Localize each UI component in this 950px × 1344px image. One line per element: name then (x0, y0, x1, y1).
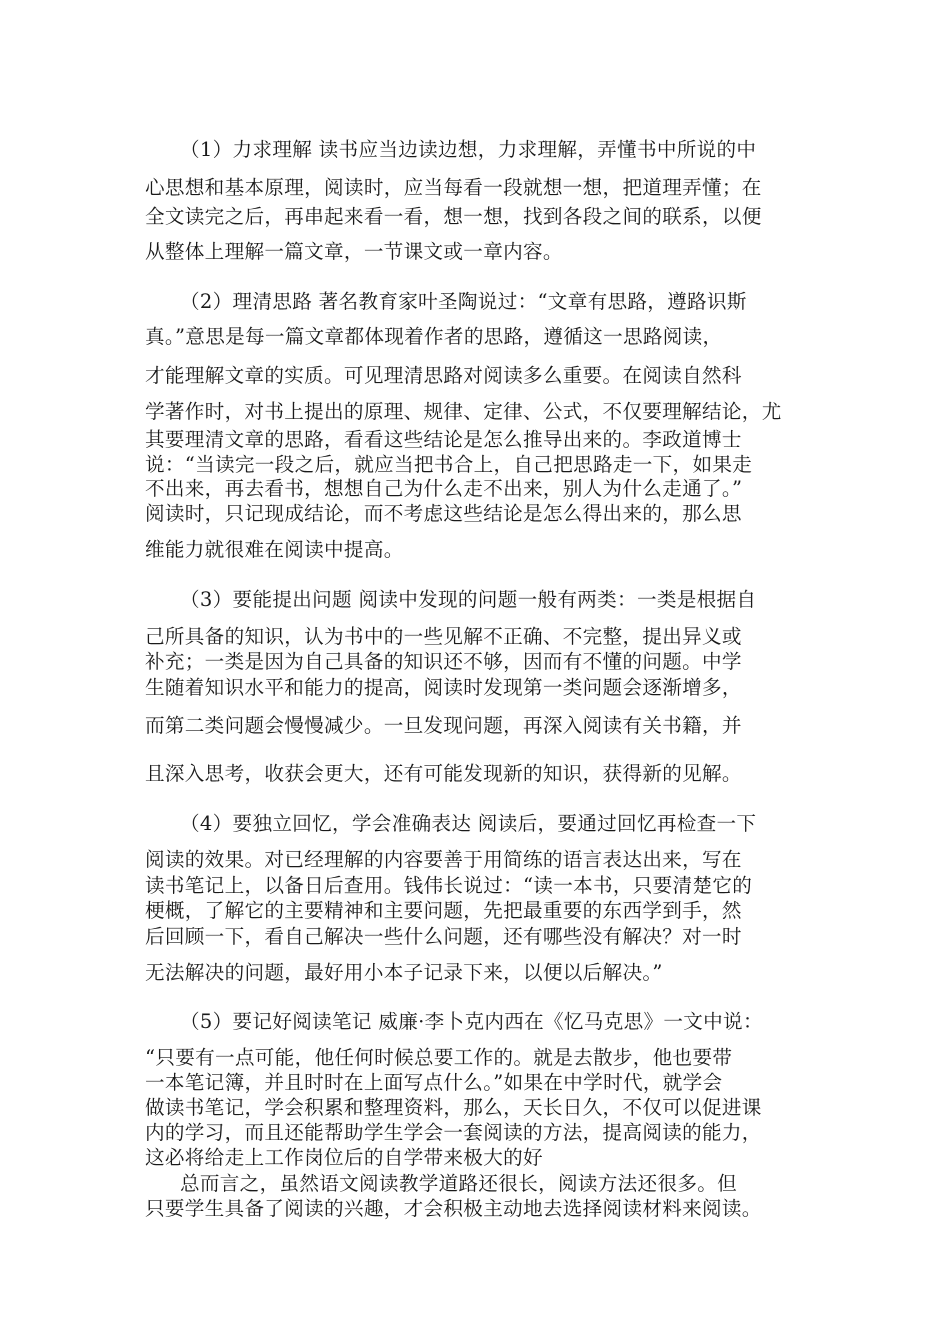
paragraph-4-line-5: 后回顾一下，看自己解决一些什么问题，还有哪些没有解决？对一时 (145, 925, 742, 948)
paragraph-3-line-1: （3）要能提出问题 阅读中发现的问题一般有两类：一类是根据自 (180, 588, 757, 611)
paragraph-2-line-3: 才能理解文章的实质。可见理清思路对阅读多么重要。在阅读自然科 (145, 364, 742, 387)
paragraph-1-line-3: 全文读完之后，再串起来看一看，想一想，找到各段之间的联系，以便 (145, 205, 762, 228)
paragraph-2-line-8: 阅读时，只记现成结论，而不考虑这些结论是怎么得出来的，那么思 (145, 502, 742, 525)
paragraph-4-line-2: 阅读的效果。对已经理解的内容要善于用简练的语言表达出来，写在 (145, 848, 742, 871)
paragraph-4-line-4: 梗概，了解它的主要精神和主要问题，先把最重要的东西学到手，然 (145, 899, 742, 922)
paragraph-3-line-3: 补充；一类是因为自己具备的知识还不够，因而有不懂的问题。中学 (145, 650, 742, 673)
paragraph-1-line-4: 从整体上理解一篇文章，一节课文或一章内容。 (145, 240, 563, 263)
paragraph-2-line-6: 说：“当读完一段之后，就应当把书合上，自己把思路走一下，如果走 (145, 453, 753, 476)
paragraph-4-line-3: 读书笔记上，以备日后查用。钱伟长说过：“读一本书，只要清楚它的 (145, 874, 753, 897)
paragraph-6-line-1: 总而言之，虽然语文阅读教学道路还很长，阅读方法还很多。但 (180, 1172, 738, 1195)
paragraph-2-line-5: 其要理清文章的思路，看看这些结论是怎么推导出来的。李政道博士 (145, 428, 742, 451)
paragraph-5-line-2: “只要有一点可能，他任何时候总要工作的。就是去散步，他也要带 (145, 1046, 733, 1069)
paragraph-1-line-2: 心思想和基本原理，阅读时，应当每看一段就想一想，把道理弄懂；在 (145, 176, 762, 199)
paragraph-2-line-4: 学著作时，对书上提出的原理、规律、定律、公式，不仅要理解结论，尤 (145, 400, 782, 423)
paragraph-2-line-7: 不出来，再去看书，想想自己为什么走不出来，别人为什么走通了。” (145, 477, 743, 500)
paragraph-5-line-3: 一本笔记簿，并且时时在上面写点什么。”如果在中学时代，就学会 (145, 1071, 723, 1094)
paragraph-3-line-6: 且深入思考，收获会更大，还有可能发现新的知识，获得新的见解。 (145, 762, 742, 785)
paragraph-4-line-6: 无法解决的问题，最好用小本子记录下来，以便以后解决。” (145, 961, 663, 984)
paragraph-1-line-1: （1）力求理解 读书应当边读边想，力求理解，弄懂书中所说的中 (180, 138, 757, 161)
paragraph-3-line-2: 己所具备的知识，认为书中的一些见解不正确、不完整，提出异义或 (145, 625, 742, 648)
paragraph-5-line-1: （5）要记好阅读笔记 威廉·李卜克内西在《忆马克思》一文中说： (180, 1010, 763, 1033)
paragraph-2-line-1: （2）理清思路 著名教育家叶圣陶说过：“文章有思路，遵路识斯 (180, 290, 747, 313)
paragraph-2-line-9: 维能力就很难在阅读中提高。 (145, 538, 404, 561)
paragraph-2-line-2: 真。”意思是每一篇文章都体现着作者的思路，遵循这一思路阅读， (145, 325, 723, 348)
paragraph-5-line-5: 内的学习，而且还能帮助学生学会一套阅读的方法，提高阅读的能力， (145, 1121, 762, 1144)
paragraph-3-line-5: 而第二类问题会慢慢减少。一旦发现问题，再深入阅读有关书籍，并 (145, 714, 742, 737)
paragraph-6-line-2: 只要学生具备了阅读的兴趣，才会积极主动地去选择阅读材料来阅读。 (145, 1197, 762, 1220)
paragraph-4-line-1: （4）要独立回忆，学会准确表达 阅读后，要通过回忆再检查一下 (180, 812, 757, 835)
paragraph-5-line-4: 做读书笔记，学会积累和整理资料，那么，天长日久，不仅可以促进课 (145, 1096, 762, 1119)
paragraph-5-line-6: 这必将给走上工作岗位后的自学带来极大的好 (145, 1146, 543, 1169)
paragraph-3-line-4: 生随着知识水平和能力的提高，阅读时发现第一类问题会逐渐增多， (145, 676, 742, 699)
